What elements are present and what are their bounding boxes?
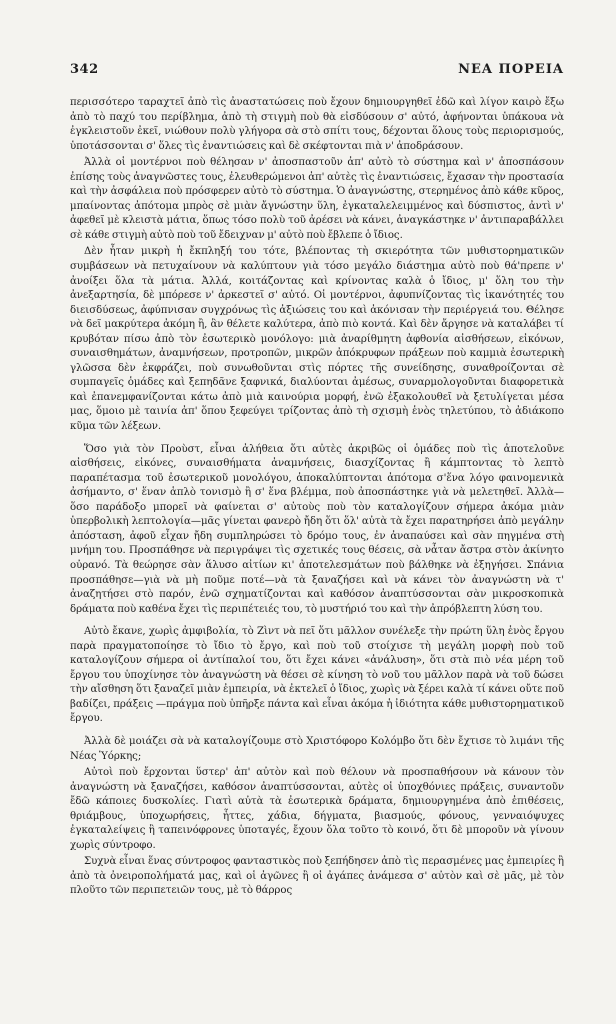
paragraph: περισσότερο ταραχτεῖ ἀπὸ τὶς ἀναστατώσεις ποὺ ἔχουν δημιουργηθεῖ ἐδῶ καὶ λίγον καιρὸ ἔξω ἀπὸ τὸ παχύ του περίβλημα, ἀπὸ τὴ στιγμὴ ποὺ θὰ εἰσδύσουν σ' αὐτό, ἀφήνονται ὑπάκουα νὰ ἐγκλειστοῦν ἐκεῖ, νιώθουν πολὺ γλήγορα σὰ στὸ σπίτι τους, δέχονται ὅλους τοὺς περιορισμούς, ὑποτάσσονται σ' ὅλες τὶς ἐναντιώσεις καὶ δὲ σκέφτονται πιὰ ν' ἀποδράσουν.	[70, 97, 564, 152]
page-number: 342	[70, 62, 99, 77]
article-body	[70, 96, 564, 899]
paragraph: Ἀλλὰ δὲ μοιάζει σὰ νὰ καταλογίζουμε στὸ Χριστόφορο Κολόμβο ὅτι δὲν ἔχτισε τὸ λιμάνι τῆς Νέας Ὑόρκης;	[70, 735, 564, 762]
paragraph: Αὐτὸ ἔκανε, χωρὶς ἀμφιβολία, τὸ Ζὶντ νὰ πεῖ ὅτι μᾶλλον συνέλεξε τὴν πρώτη ὕλη ἑνὸς ἔργου παρὰ πραγματοποίησε τὸ ἴδιο τὸ ἔργο, καὶ ποὺ τοῦ στοίχισε τὴ μεγάλη μορφὴ ποὺ τοῦ καταλογίζουν σήμερα οἱ ἀντίπαλοί του, ὅτι ἔχει κάνει «ἀνάλυση», ὅτι στὰ πιὸ νέα μέρη τοῦ ἔργου του ὑποχίνησε τὸν ἀναγνώστη νὰ θέσει σὲ κίνηση τὸ νοῦ του μᾶλλον παρὰ νὰ τοῦ δώσει τὴν αἴσθηση ὅτι ξαναζεῖ μιὰν ἐμπειρία, νὰ ἐκτελεῖ ὁ ἴδιος, χωρὶς νὰ ξέρει καλὰ τί κάνει οὔτε ποῦ βαδίζει, πράξεις —πράγμα ποὺ ὑπῆρξε πάντα καὶ εἶναι ἀκόμα ἡ ἰδιότητα κάθε μυθιστορηματικοῦ ἔργου.	[70, 626, 564, 725]
paragraph: Δὲν ἦταν μικρὴ ἡ ἔκπληξή του τότε, βλέποντας τὴ σκιερότητα τῶν μυθιστορηματικῶν συμβάσεων νὰ πετυχαίνουν νὰ καλύπτουν γιὰ τόσο μεγάλο διάστημα αὐτὸ ποὺ θά'πρεπε ν' ἀνοίξει ὅλα τὰ μάτια. Ἀλλά, κοιτάζοντας καὶ κρίνοντας καλὰ ὁ ἴδιος, μ' ὅλη του τὴν ἀνεξαρτησία, δὲ μπόρεσε ν' ἀρκεστεῖ σ' αὐτό. Οἱ μοντέρνοι, ἀφυπνίζοντας τὶς ἱκανότητές του διεισδύσεως, ἀφύπνισαν συγχρόνως τὶς ἀξιώσεις του καὶ ἀκόνισαν τὴν περιέργειά του. Θέλησε νὰ δεῖ μακρύτερα ἀκόμη ἢ, ἂν θέλετε καλύτερα, ἀπὸ πιὸ κοντά. Καὶ δὲν ἄργησε νὰ καταλάβει τί κρυβόταν πίσω ἀπὸ τὸν ἐσωτερικὸ μονόλογο: μιὰ ἀναρίθμητη ἀφθονία αἰσθήσεων, εἰκόνων, συναισθημάτων, ἀναμνήσεων, προτροπῶν, μικρῶν ἀπόκρυφων πράξεων ποὺ καμμιὰ ἐσωτερικὴ γλῶσσα δὲν ἐκφράζει, ποὺ συνωθοῦνται στὶς πόρτες τῆς συνείδησης, συναθροίζονται σὲ συμπαγεῖς ὁμάδες καὶ ξεπηδᾶνε ξαφνικά, διαλύονται ἀμέσως, συναρμολογοῦνται διαφορετικὰ καὶ ἐπανεμφανίζονται κάτω ἀπὸ μιὰ καινούρια μορφή, ἐνῶ ἐξακολουθεῖ νὰ ξετυλίγεται μέσα μας, ὅμοιο μὲ ταινία ἀπ' ὅπου ξεφεύγει τρίζοντας ἀπὸ τὴ σχισμὴ ἑνὸς τηλετύπου, τὸ ἀδιάκοπο κῦμα τῶν λέξεων.	[70, 246, 564, 433]
page-header	[70, 62, 564, 84]
paragraph: Ὅσο γιὰ τὸν Προὺστ, εἶναι ἀλήθεια ὅτι αὐτὲς ἀκριβῶς οἱ ὁμάδες ποὺ τὶς ἀποτελοῦνε αἰσθήσεις, εἰκόνες, συναισθήματα ἀναμνήσεις, διασχίζοντας ἢ κάμπτοντας τὸ λεπτὸ παραπέτασμα τοῦ ἐσωτερικοῦ μονολόγου, ἀποκαλύπτονται ἀπότομα σ'ἕνα λόγο φαινομενικὰ ἀσήμαντο, σ' ἕναν ἁπλὸ τονισμὸ ἢ σ' ἕνα βλέμμα, ποὺ ἀποσπάστηκε γιὰ νὰ μελετηθεῖ. Ἀλλὰ—ὅσο παράδοξο μπορεῖ νὰ φαίνεται σ' αὐτοὺς ποὺ τὸν καταλογίζουν σήμερα ἀκόμα μιὰν ὑπερβολικὴ λεπτολογία—μᾶς γίνεται φανερὸ ἤδη ὅτι ὅλ' αὐτὰ τὰ ἔχει παρατηρήσει ἀπὸ μεγάλην ἀπόσταση, ἀφοῦ εἶχαν ἤδη συμπληρώσει τὸ δρόμο τους, ἐν ἀναπαύσει καὶ σὰν πηγμένα στὴ μνήμη του. Προσπάθησε νὰ περιγράψει τὶς σχετικές τους θέσεις, σὰ νἆταν ἄστρα στὸν ἀκίνητο οὐρανό. Τὰ θεώρησε σὰν ἅλυσο αἰτίων κι' ἀποτελεσμάτων ποὺ βάλθηκε νὰ ἐξηγήσει. Σπάνια προσπάθησε—γιὰ νὰ μὴ ποῦμε ποτέ—νὰ τὰ ξαναζήσει καὶ νὰ κάνει τὸν ἀναγνώστη νὰ τ' ἀναζητήσει στὸ παρόν, ἐνῶ σχηματίζονται καὶ καθόσον ἀναπτύσσονται σὰν μικροσκοπικὰ δράματα ποὺ καθένα ἔχει τὶς περιπέτειές του, τὸ μυστήριό του καὶ τὴν ἀπρόβλεπτη λύση του.	[70, 443, 564, 615]
journal-title: ΝΕΑ ΠΟΡΕΙΑ	[458, 62, 564, 77]
paragraph: Συχνὰ εἶναι ἕνας σύντροφος φανταστικὸς ποὺ ξεπήδησεν ἀπὸ τὶς περασμένες μας ἐμπειρίες ἢ ἀπὸ τὰ ὀνειροπολήματά μας, καὶ οἱ ἀγῶνες ἢ οἱ ἀγάπες ἀνάμεσα σ' αὐτὸν καὶ σὲ μᾶς, μὲ τὸν πλοῦτο τῶν περιπετειῶν τους, μὲ τὸ θάρρος	[70, 856, 564, 897]
paragraph: Αὐτοὶ ποὺ ἔρχονται ὕστερ' ἀπ' αὐτὸν καὶ ποὺ θέλουν νὰ προσπαθήσουν νὰ κάνουν τὸν ἀναγνώστη νὰ ξαναζήσει, καθόσον ἀναπτύσσονται, αὐτὲς οἱ ὑποχθόνιες πράξεις, συναντοῦν ἔδῶ κάποιες δυσκολίες. Γιατὶ αὐτὰ τὰ ἐσωτερικὰ δράματα, δημιουργημένα ἀπὸ ἐπιθέσεις, θριάμβους, ὑποχωρήσεις, ἧττες, χάδια, δήγματα, βιασμούς, φόνους, γενναιόψυχες ἐγκαταλείψεις ἢ ταπεινόφρονες ὑποταγές, ἔχουν ὅλα τοῦτο τὸ κοινό, ὅτι δὲ μποροῦν νὰ γίνουν χωρὶς σύντροφο.	[70, 767, 564, 851]
paragraph: Ἀλλὰ οἱ μοντέρνοι ποὺ θέλησαν ν' ἀποσπαστοῦν ἀπ' αὐτὸ τὸ σύστημα καὶ ν' ἀποσπάσουν ἐπίσης τοὺς ἀναγνῶστες τους, ἐλευθερώμενοι ἀπ' αὐτὲς τὶς ἐναντιώσεις, ἔχασαν τὴν προστασία καὶ τὴν ἀσφάλεια ποὺ πρόσφερεν αὐτὸ τὸ σύστημα. Ὁ ἀναγνώστης, στερημένος ἀπὸ κάθε κῦρος, μπαίνοντας ἀπότομα μπρὸς σὲ μιὰν ἄγνώστην ὕλη, ἐγκαταλελειμμένος καὶ δύσπιστος, ἀντὶ ν' ἀφεθεῖ μὲ κλειστὰ μάτια, ὅπως τόσο πολὺ τοῦ ἀρέσει νὰ κάνει, ἀναγκάστηκε ν' ἀντιπαραβάλλει σὲ κάθε στιγμὴ αὐτὸ ποὺ τοῦ ἔδειχναν μ' αὐτὸ ποὺ ἔβλεπε ὁ ἴδιος.	[70, 157, 564, 241]
